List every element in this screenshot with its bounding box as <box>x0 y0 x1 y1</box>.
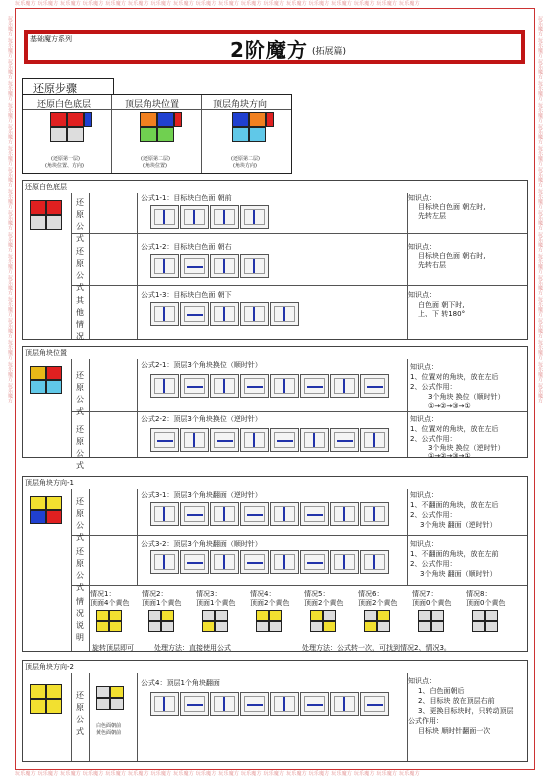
s1-row2-k2: 先转右层 <box>418 261 446 269</box>
s2-row1-k3: 3个角块 换位（顺时针） <box>428 393 505 401</box>
s1-row3-formula: 公式1-3：目标块白色面 朝下 <box>141 291 232 299</box>
s1-row2-know: 知识点： <box>408 243 436 251</box>
s1-row1-know: 知识点： <box>408 194 436 202</box>
s2-row2-know: 知识点： <box>410 415 438 423</box>
s2-row2-k2: 2、公式作用： <box>410 435 457 443</box>
case-title: 情况8： <box>466 590 492 598</box>
method-direct: 处理方法：直接使用公式 <box>154 644 231 652</box>
s3-row1-k3: 3个角块 翻面（逆时针） <box>420 521 497 529</box>
overview-col1-caption1: (还原第一层) <box>51 156 80 162</box>
s2-row1-steps <box>150 374 389 398</box>
case-title: 情况5： <box>304 590 330 598</box>
s1-row3-vlabel: 其他情况 <box>76 296 84 341</box>
watermark-right: 玩乐魔方 玩乐魔方 玩乐魔方 玩乐魔方 玩乐魔方 玩乐魔方 玩乐魔方 玩乐魔方 玩乐魔方 玩乐魔方 玩乐魔方 玩乐魔方 玩乐魔方 玩乐魔方 玩乐魔方 玩乐魔方 玩乐魔方 玩乐魔方 <box>537 16 543 404</box>
s4-know: 知识点： <box>408 677 436 685</box>
s3-row2-know: 知识点： <box>410 540 438 548</box>
s1-row3-know: 知识点： <box>408 291 436 299</box>
series-label: 基础魔方系列 <box>30 35 72 43</box>
s2-row1-know: 知识点： <box>410 363 438 371</box>
s3-row1-k1: 1、不翻面的角块，放在左后 <box>410 501 499 509</box>
s2-row2-formula: 公式2-2：顶层3个角块换位（逆时针） <box>141 415 262 423</box>
s3-row2-steps <box>150 550 389 574</box>
overview-col2-caption2: (角块位置) <box>143 163 167 169</box>
s1-row3-k1: 白色面 朝下时, <box>418 301 465 309</box>
s4-cap2: 黄色面朝前 <box>96 730 122 736</box>
s3-row2-vlabel: 还原公式 <box>76 547 84 592</box>
case-desc: 顶面4个黄色 <box>90 599 130 607</box>
s2-row2-k3: 3个角块 换位（逆时针） <box>428 444 505 452</box>
s2-row2-steps <box>150 428 389 452</box>
s4-formula: 公式4：顶层1个角块翻面 <box>141 679 220 687</box>
s3-row1-vlabel: 还原公式 <box>76 497 84 542</box>
case-title: 情况2： <box>142 590 168 598</box>
section-top-orientation-2-heading: 顶层角块方向-2 <box>25 663 74 671</box>
watermark-bottom: 玩乐魔方 玩乐魔方 玩乐魔方 玩乐魔方 玩乐魔方 玩乐魔方 玩乐魔方 玩乐魔方 玩乐魔方 玩乐魔方 玩乐魔方 玩乐魔方 玩乐魔方 玩乐魔方 玩乐魔方 玩乐魔方 玩乐魔方 玩乐魔方 <box>15 771 420 777</box>
s1-row2-formula: 公式1-2：目标块白色面 朝右 <box>141 243 232 251</box>
s2-row2-k1: 1、位置对的角块，放在左后 <box>410 425 499 433</box>
watermark-top: 玩乐魔方 玩乐魔方 玩乐魔方 玩乐魔方 玩乐魔方 玩乐魔方 玩乐魔方 玩乐魔方 玩乐魔方 玩乐魔方 玩乐魔方 玩乐魔方 玩乐魔方 玩乐魔方 玩乐魔方 玩乐魔方 玩乐魔方 玩乐魔方 <box>15 1 420 7</box>
s2-row2-vlabel: 还原公式 <box>76 425 84 470</box>
overview-col3-caption2: (角块方向) <box>233 163 257 169</box>
s3-row1-steps <box>150 502 389 526</box>
s1-row2-steps <box>150 254 269 278</box>
s1-row1-steps <box>150 205 269 229</box>
case-title: 情况6： <box>358 590 384 598</box>
case-title: 情况3： <box>196 590 222 598</box>
section-white-layer-heading: 还原白色底层 <box>25 183 67 191</box>
page-subtitle: (拓展篇) <box>312 47 347 57</box>
s4-k1: 1、白色面朝后 <box>418 687 465 695</box>
s1-row1-vlabel: 还原公式 <box>76 198 84 243</box>
case-desc: 顶面0个黄色 <box>412 599 452 607</box>
s3-row2-formula: 公式3-2：顶层3个角块翻面（顺时针） <box>141 540 262 548</box>
s1-row1-formula: 公式1-1：目标块白色面 朝前 <box>141 194 232 202</box>
s3-row2-k2: 2、公式作用： <box>410 560 457 568</box>
s3-cases-vlabel: 情况说明 <box>76 597 84 642</box>
overview-col2-title: 顶层角块位置 <box>125 100 180 110</box>
s4-vlabel: 还原公式 <box>76 691 84 736</box>
overview-col3-title: 顶层角块方向 <box>213 100 268 110</box>
s2-row2-k4: ①→②→③→① <box>428 452 471 460</box>
s4-k5: 目标块 顺时针翻面一次 <box>418 727 491 735</box>
section-top-position-heading: 顶层角块位置 <box>25 349 67 357</box>
s3-row1-formula: 公式3-1：顶层3个角块翻面（逆时针） <box>141 491 262 499</box>
case-desc: 顶面1个黄色 <box>196 599 236 607</box>
s4-k4: 公式作用： <box>408 717 443 725</box>
s3-row2-k1: 1、不翻面的角块，放在左前 <box>410 550 499 558</box>
s2-row1-k4: ①→②→③→① <box>428 402 471 410</box>
s3-row1-k2: 2、公式作用： <box>410 511 457 519</box>
case-desc: 顶面2个黄色 <box>304 599 344 607</box>
overview-col1-title: 还原白色底层 <box>37 100 92 110</box>
s1-row1-k2: 先转左层 <box>418 212 446 220</box>
s1-row3-k2: 上、下 转180° <box>418 310 466 318</box>
section-top-orientation-1-heading: 顶层角块方向-1 <box>25 479 74 487</box>
case-title: 情况1： <box>90 590 116 598</box>
s2-row1-formula: 公式2-1：顶层3个角块换位（顺时针） <box>141 361 262 369</box>
overview-tab <box>22 78 114 94</box>
s2-row1-k1: 1、位置对的角块，放在左后 <box>410 373 499 381</box>
s1-row2-vlabel: 还原公式 <box>76 247 84 292</box>
s2-row1-vlabel: 还原公式 <box>76 371 84 416</box>
case-desc: 顶面1个黄色 <box>142 599 182 607</box>
watermark-left: 玩乐魔方 玩乐魔方 玩乐魔方 玩乐魔方 玩乐魔方 玩乐魔方 玩乐魔方 玩乐魔方 玩乐魔方 玩乐魔方 玩乐魔方 玩乐魔方 玩乐魔方 玩乐魔方 玩乐魔方 玩乐魔方 玩乐魔方 玩乐魔方 <box>7 16 13 404</box>
overview-col2-caption1: (还原第二层) <box>141 156 170 162</box>
s1-row2-k1: 目标块白色面 朝右时, <box>418 252 486 260</box>
s1-row1-k1: 目标块白色面 朝左时, <box>418 203 486 211</box>
s4-cap1: 白色面朝前 <box>96 723 122 729</box>
s4-k3: 3、更换目标块时，只转动顶层 <box>418 707 514 715</box>
case-desc: 顶面0个黄色 <box>466 599 506 607</box>
case-desc: 顶面2个黄色 <box>250 599 290 607</box>
overview-col1-caption2: (角块位置、方向) <box>45 163 84 169</box>
s4-steps <box>150 692 389 716</box>
case-title: 情况7： <box>412 590 438 598</box>
s1-row3-steps <box>150 302 299 326</box>
s3-row1-know: 知识点： <box>410 491 438 499</box>
s3-row2-k3: 3个角块 翻面（顺时针） <box>420 570 497 578</box>
page-title: 2阶魔方 <box>230 38 308 62</box>
method-rotate: 旋转顶层即可 <box>92 644 134 652</box>
case-title: 情况4： <box>250 590 276 598</box>
overview-col3-caption1: (还原第二层) <box>231 156 260 162</box>
s4-k2: 2、目标块 放在顶层右前 <box>418 697 495 705</box>
case-desc: 顶面2个黄色 <box>358 599 398 607</box>
overview-heading: 还原步骤 <box>33 82 77 95</box>
method-once: 处理方法：公式转一次，可找到情况2、情况3。 <box>302 644 451 652</box>
s2-row1-k2: 2、公式作用： <box>410 383 457 391</box>
